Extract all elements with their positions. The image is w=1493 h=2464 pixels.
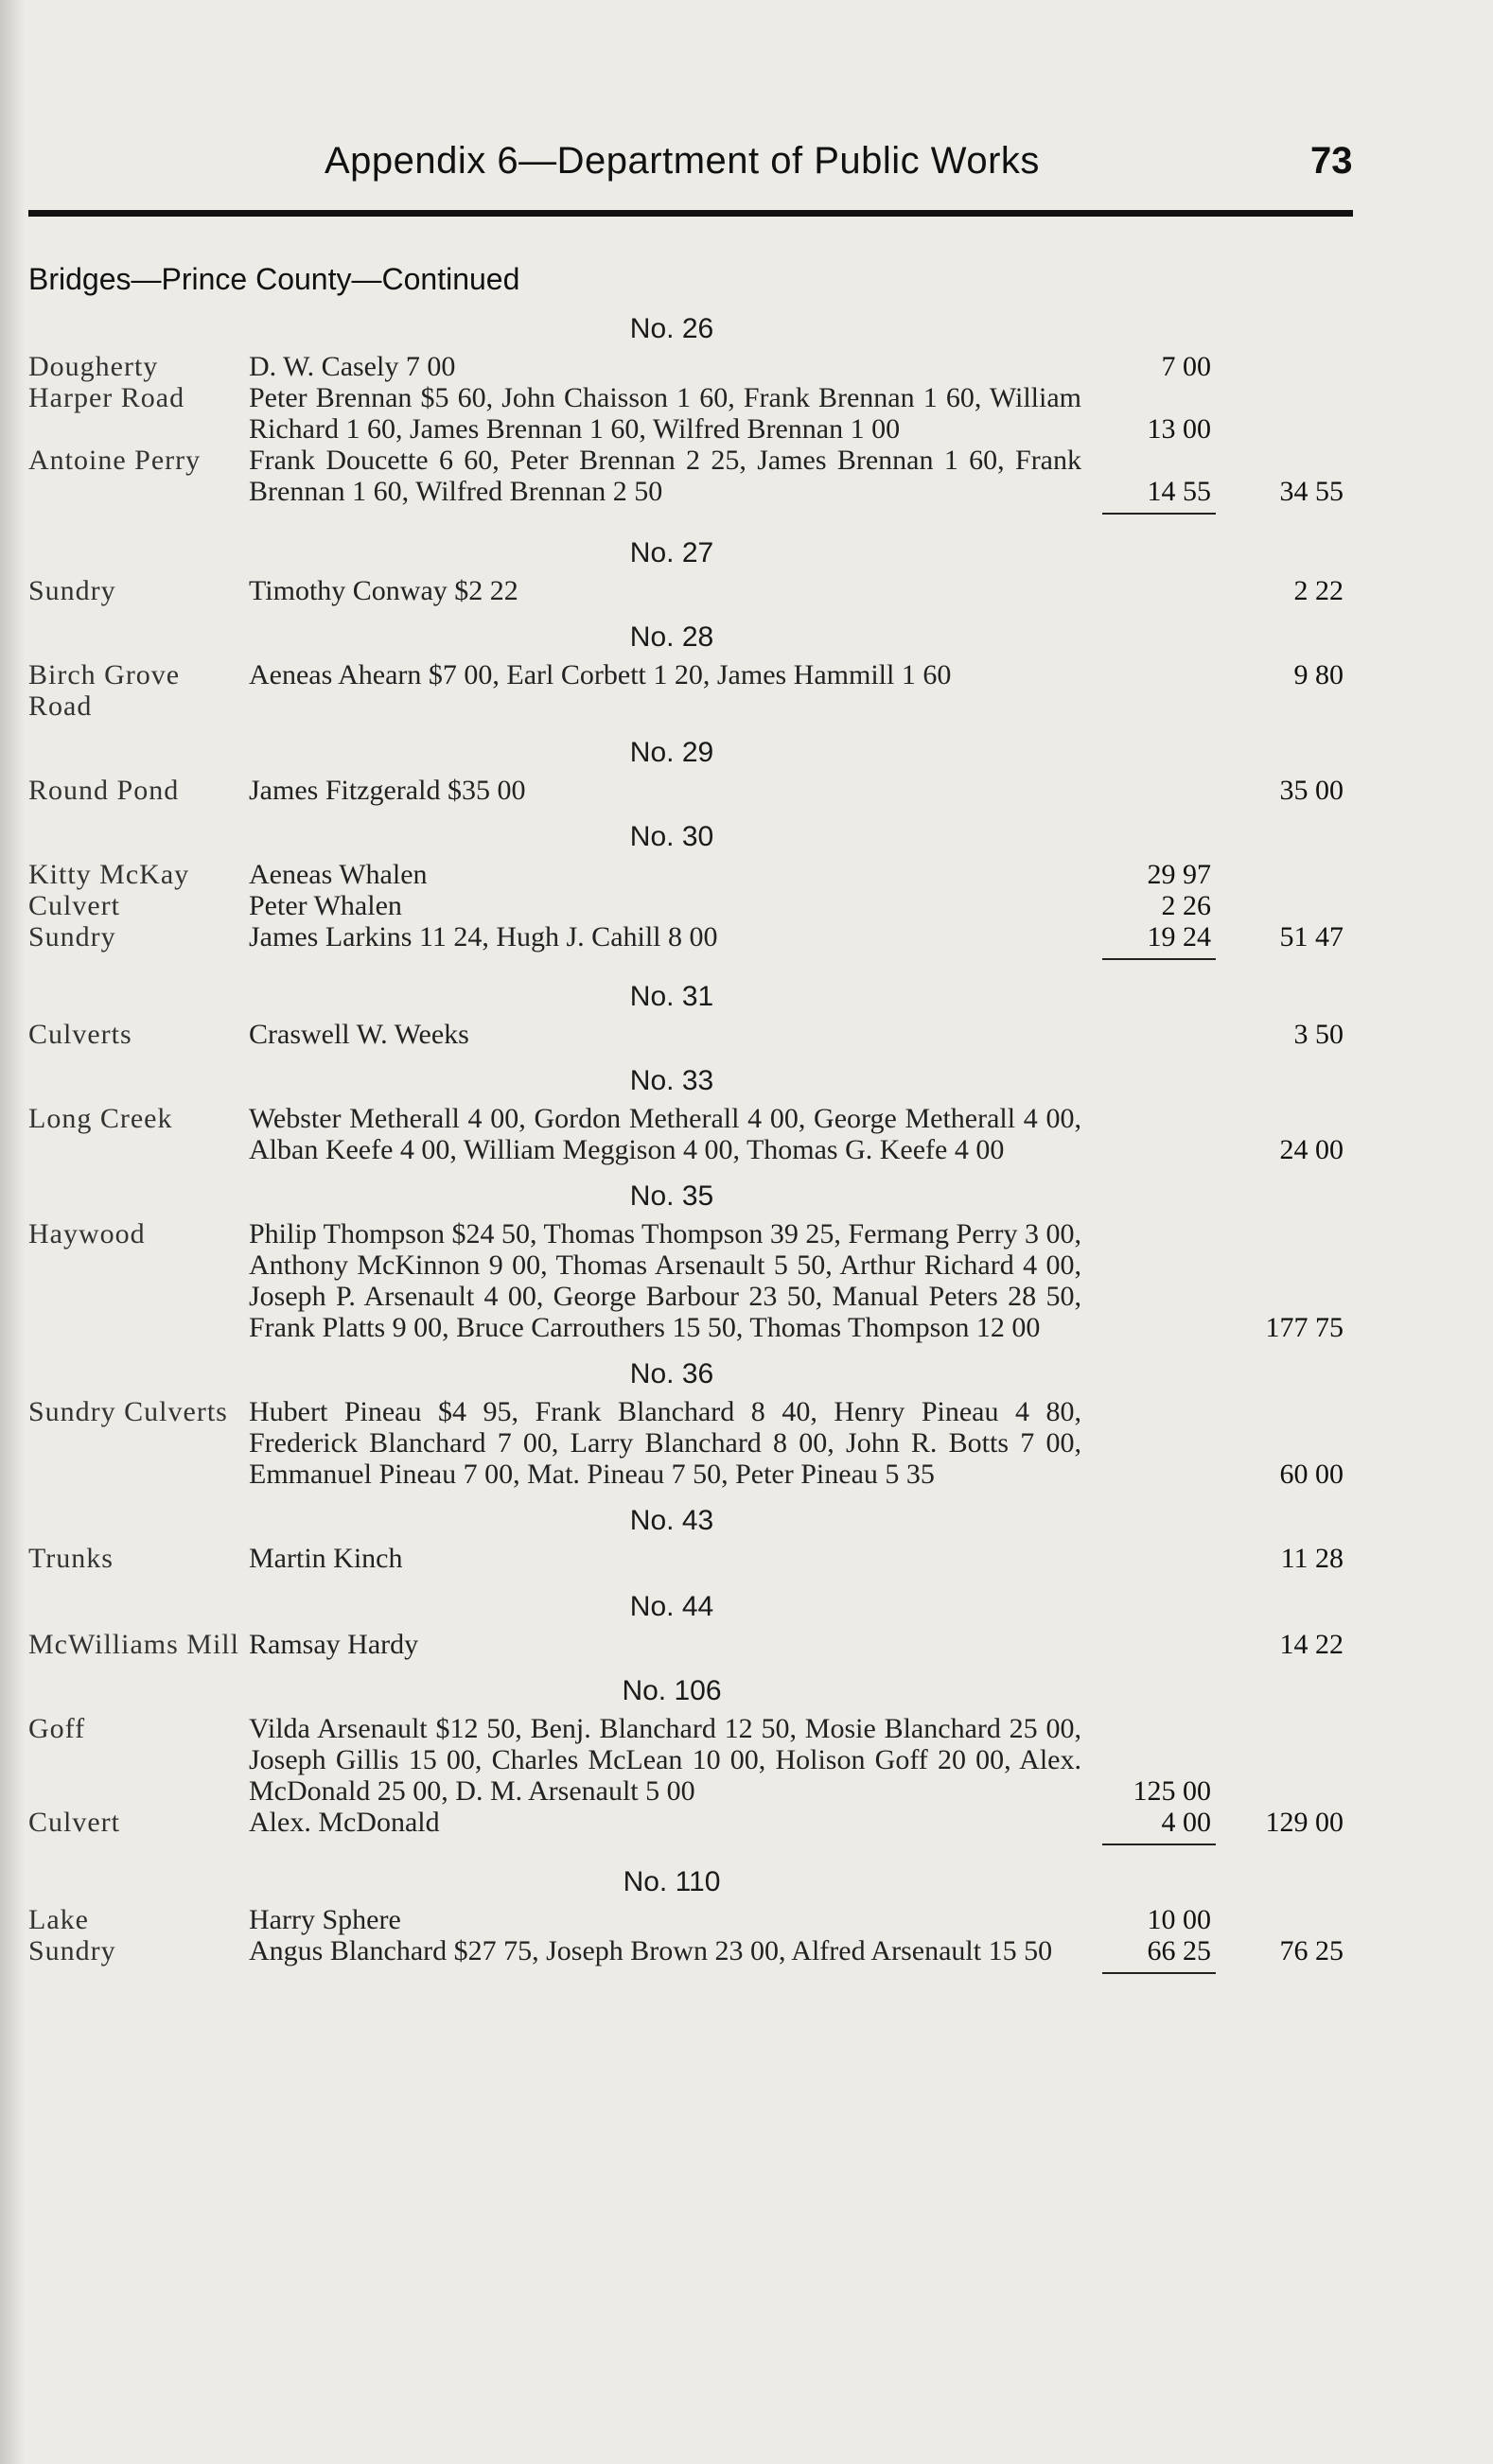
group-total: 34 55 bbox=[1279, 476, 1344, 507]
subtotal-rule bbox=[1102, 513, 1216, 515]
bridge-group bbox=[0, 307, 1493, 518]
group-number: No. 28 bbox=[629, 621, 714, 653]
entry-row bbox=[0, 1218, 1493, 1343]
group-number: No. 43 bbox=[629, 1505, 714, 1536]
payee-description: Martin Kinch bbox=[249, 1543, 403, 1574]
bridge-group bbox=[0, 1353, 1493, 1490]
entry-row bbox=[0, 921, 1493, 952]
group-total: 76 25 bbox=[1279, 1935, 1344, 1966]
header-rule bbox=[28, 210, 1353, 217]
subtotal-rule bbox=[1102, 958, 1216, 960]
payee-description: Craswell W. Weeks bbox=[249, 1019, 469, 1050]
item-amount: 19 24 bbox=[1147, 921, 1211, 952]
group-total: 35 00 bbox=[1279, 775, 1344, 806]
location-label: Sundry bbox=[28, 1935, 116, 1966]
item-amount: 14 55 bbox=[1147, 476, 1211, 507]
group-total: 24 00 bbox=[1279, 1134, 1344, 1165]
payee-description: Vilda Arsenault $12 50, Benj. Blanchard 12 50, Mosie Blanchard 25 00, Joseph Gillis 15 00, Charles McLean 10 00, Holison Goff 20 00, Alex. McDonald 25 00, D. M. Arsenault 5 00 bbox=[249, 1713, 1081, 1807]
payee-description: Aeneas Whalen bbox=[249, 859, 428, 890]
entry-row bbox=[0, 1807, 1493, 1838]
location-label: Dougherty bbox=[28, 351, 159, 382]
bridge-group bbox=[0, 1585, 1493, 1660]
payee-description: Aeneas Ahearn $7 00, Earl Corbett 1 20, James Hammill 1 60 bbox=[249, 659, 952, 690]
payee-description: D. W. Casely 7 00 bbox=[249, 351, 456, 382]
group-total: 14 22 bbox=[1279, 1629, 1344, 1660]
location-label: Sundry bbox=[28, 575, 116, 606]
entry-row bbox=[0, 445, 1493, 507]
bridge-group bbox=[0, 1059, 1493, 1165]
page-title: Appendix 6—Department of Public Works bbox=[325, 140, 1040, 182]
bridge-group bbox=[0, 532, 1493, 606]
entry-row bbox=[0, 890, 1493, 921]
item-amount: 4 00 bbox=[1161, 1807, 1211, 1838]
page-header bbox=[0, 132, 1493, 189]
group-number: No. 26 bbox=[629, 313, 714, 344]
location-label: Goff bbox=[28, 1713, 86, 1744]
payee-description: Hubert Pineau $4 95, Frank Blanchard 8 40, Henry Pineau 4 80, Frederick Blanchard 7 00, Larry Blanchard 8 00, John R. Botts 7 00, Emmanuel Pineau 7 00, Mat. Pineau 7 50, Peter Pineau 5 35 bbox=[249, 1396, 1081, 1490]
location-label: Culverts bbox=[28, 1019, 132, 1050]
group-number: No. 110 bbox=[623, 1866, 721, 1897]
group-total: 60 00 bbox=[1279, 1459, 1344, 1490]
section-title: Bridges—Prince County—Continued bbox=[28, 262, 520, 296]
group-total: 177 75 bbox=[1265, 1312, 1344, 1343]
bridge-group bbox=[0, 1499, 1493, 1574]
payee-description: Ramsay Hardy bbox=[249, 1629, 419, 1660]
location-label: Culvert bbox=[28, 1807, 120, 1838]
bridge-group bbox=[0, 616, 1493, 722]
subtotal-rule bbox=[1102, 1844, 1216, 1845]
location-label: Birch Grove Road bbox=[28, 659, 181, 722]
group-total: 11 28 bbox=[1280, 1543, 1344, 1574]
location-label: Kitty McKay bbox=[28, 859, 190, 890]
group-number: No. 29 bbox=[629, 737, 714, 768]
payee-description: Harry Sphere bbox=[249, 1904, 401, 1935]
payee-description: Alex. McDonald bbox=[249, 1807, 440, 1838]
bridge-group bbox=[0, 731, 1493, 806]
item-amount: 66 25 bbox=[1147, 1935, 1211, 1966]
entry-row bbox=[0, 575, 1493, 606]
payee-description: Angus Blanchard $27 75, Joseph Brown 23 00, Alfred Arsenault 15 50 bbox=[249, 1935, 1053, 1966]
item-amount: 125 00 bbox=[1133, 1775, 1211, 1807]
location-label: Round Pond bbox=[28, 775, 180, 806]
payee-description: Timothy Conway $2 22 bbox=[249, 575, 518, 606]
payee-description: Peter Brennan $5 60, John Chaisson 1 60, Frank Brennan 1 60, William Richard 1 60, James Brennan 1 60, Wilfred Brennan 1 00 bbox=[249, 382, 1081, 445]
entry-row bbox=[0, 1713, 1493, 1807]
group-number: No. 44 bbox=[629, 1591, 714, 1622]
group-number: No. 31 bbox=[629, 981, 714, 1012]
group-number: No. 36 bbox=[629, 1358, 714, 1389]
group-number: No. 27 bbox=[629, 537, 714, 568]
group-total: 3 50 bbox=[1293, 1019, 1344, 1050]
payee-description: James Larkins 11 24, Hugh J. Cahill 8 00 bbox=[249, 921, 718, 952]
group-total: 9 80 bbox=[1293, 659, 1344, 690]
entry-row bbox=[0, 1543, 1493, 1574]
payee-description: Webster Metherall 4 00, Gordon Metherall 4 00, George Metherall 4 00, Alban Keefe 4 00, William Meggison 4 00, Thomas G. Keefe 4 00 bbox=[249, 1103, 1081, 1165]
location-label: Sundry bbox=[28, 921, 116, 952]
entry-row bbox=[0, 351, 1493, 382]
location-label: Culvert bbox=[28, 890, 120, 921]
bridge-group bbox=[0, 815, 1493, 964]
entry-row bbox=[0, 382, 1493, 445]
group-total: 2 22 bbox=[1293, 575, 1344, 606]
location-label: Trunks bbox=[28, 1543, 114, 1574]
entry-row bbox=[0, 1935, 1493, 1966]
entry-row bbox=[0, 1629, 1493, 1660]
bridge-group bbox=[0, 975, 1493, 1050]
location-label: Harper Road bbox=[28, 382, 185, 413]
entry-row bbox=[0, 1904, 1493, 1935]
group-number: No. 30 bbox=[629, 821, 714, 852]
group-number: No. 35 bbox=[629, 1180, 714, 1212]
payee-description: Philip Thompson $24 50, Thomas Thompson 39 25, Fermang Perry 3 00, Anthony McKinnon 9 00, Thomas Arsenault 5 50, Arthur Richard 4 00, Joseph P. Arsenault 4 00, George Barbour 23 50, Manual Peters 28 50, Frank Platts 9 00, Bruce Carrouthers 15 50, Thomas Thompson 12 00 bbox=[249, 1218, 1082, 1343]
location-label: Long Creek bbox=[28, 1103, 173, 1134]
entry-row bbox=[0, 1019, 1493, 1050]
item-amount: 7 00 bbox=[1161, 351, 1211, 382]
location-label: Haywood bbox=[28, 1218, 146, 1249]
bridge-entries bbox=[0, 307, 1493, 1978]
item-amount: 10 00 bbox=[1147, 1904, 1211, 1935]
location-label: Antoine Perry bbox=[28, 445, 202, 476]
subtotal-rule bbox=[1102, 1972, 1216, 1974]
item-amount: 2 26 bbox=[1161, 890, 1211, 921]
payee-description: Peter Whalen bbox=[249, 890, 402, 921]
group-total: 51 47 bbox=[1279, 921, 1344, 952]
bridge-group bbox=[0, 1669, 1493, 1849]
payee-description: James Fitzgerald $35 00 bbox=[249, 775, 526, 806]
bridge-group bbox=[0, 1861, 1493, 1978]
location-label: Lake bbox=[28, 1904, 89, 1935]
location-label: Sundry Culverts bbox=[28, 1396, 228, 1427]
item-amount: 13 00 bbox=[1147, 413, 1211, 445]
page-number: 73 bbox=[1310, 140, 1353, 182]
group-total: 129 00 bbox=[1265, 1807, 1344, 1838]
entry-row bbox=[0, 859, 1493, 890]
payee-description: Frank Doucette 6 60, Peter Brennan 2 25, James Brennan 1 60, Frank Brennan 1 60, Wilfred Brennan 2 50 bbox=[249, 445, 1081, 507]
bridge-group bbox=[0, 1175, 1493, 1343]
entry-row bbox=[0, 1103, 1493, 1165]
entry-row bbox=[0, 659, 1493, 722]
group-number: No. 33 bbox=[629, 1065, 714, 1096]
location-label: McWilliams Mill bbox=[28, 1629, 239, 1660]
entry-row bbox=[0, 775, 1493, 806]
entry-row bbox=[0, 1396, 1493, 1490]
group-number: No. 106 bbox=[622, 1675, 722, 1706]
item-amount: 29 97 bbox=[1147, 859, 1211, 890]
